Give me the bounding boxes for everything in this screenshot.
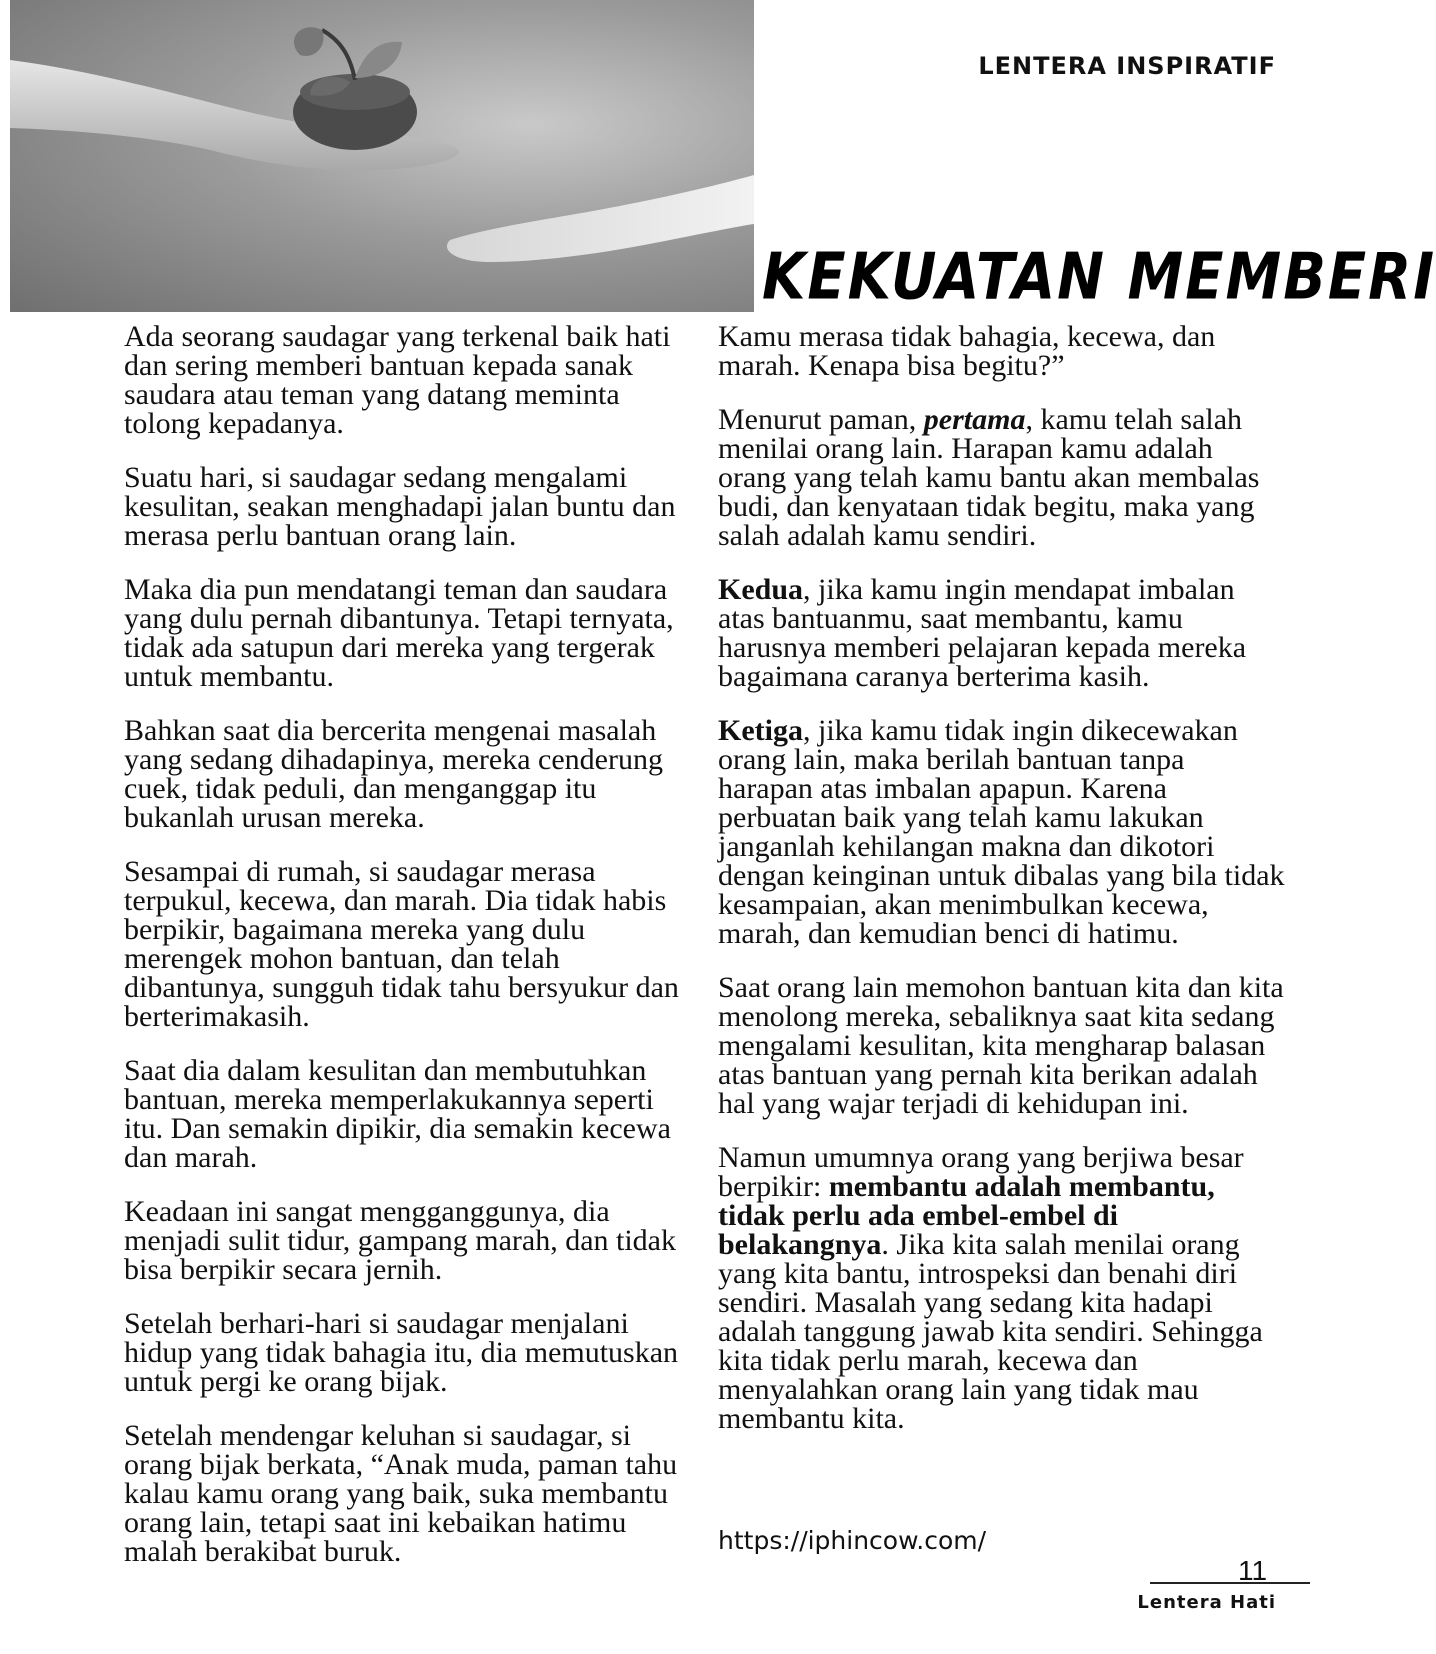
paragraph: Saat dia dalam kesulitan dan membutuhkan bantuan, mereka memperlakukannya seperti itu. Dan semakin dipikir, dia semakin kecewa dan marah.: [124, 1054, 671, 1174]
page-number: 11: [1238, 1555, 1268, 1586]
text-run: , kamu telah salah menilai orang lain. Harapan kamu adalah orang yang telah kamu bantu akan membalas budi, dan kenyataan tidak begitu, maka yang salah adalah kamu sendiri.: [718, 403, 1260, 552]
paragraph: Kamu merasa tidak bahagia, kecewa, dan marah. Kenapa bisa begitu?”: [718, 320, 1216, 382]
footer-brand: Lentera Hati: [1137, 1592, 1276, 1613]
bold-key-message: membantu adalah membantu, tidak perlu ada embel-embel di belakangnya: [718, 1170, 1215, 1261]
emphasis-pertama: pertama: [923, 403, 1026, 436]
paragraph: Keadaan ini sangat mengganggunya, dia menjadi sulit tidur, gampang marah, dan tidak bisa berpikir secara jernih.: [124, 1195, 676, 1286]
article-left-column: [124, 322, 689, 1591]
text-run: Menurut paman,: [718, 403, 924, 436]
paragraph: [718, 405, 1286, 550]
paragraph: [718, 575, 1286, 691]
paragraph: Saat orang lain memohon bantuan kita dan kita menolong mereka, sebaliknya saat kita sedang mengalami kesulitan, kita mengharap balasan atas bantuan yang pernah kita berikan adalah hal yang wajar terjadi di kehidupan ini.: [718, 971, 1284, 1120]
source-url: https://iphincow.com/: [718, 1526, 987, 1555]
text-run: , jika kamu ingin mendapat imbalan atas bantuanmu, saat membantu, kamu harusnya memberi pelajaran kepada mereka bagaimana caranya berterima kasih.: [718, 573, 1247, 693]
hands-plant-illustration: [10, 0, 754, 312]
paragraph: Sesampai di rumah, si saudagar merasa terpukul, kecewa, dan marah. Dia tidak habis berpikir, bagaimana mereka yang dulu merengek mohon bantuan, dan telah dibantunya, sungguh tidak tahu bersyukur dan berterimakasih.: [124, 855, 679, 1033]
paragraph: Bahkan saat dia bercerita mengenai masalah yang sedang dihadapinya, mereka cenderung cuek, tidak peduli, dan menganggap itu bukanlah urusan mereka.: [124, 714, 663, 834]
paragraph: [718, 716, 1286, 948]
paragraph: Setelah mendengar keluhan si saudagar, si orang bijak berkata, “Anak muda, paman tahu kalau kamu orang yang baik, suka membantu orang lain, tetapi saat ini kebaikan hatimu malah berakibat buruk.: [124, 1419, 678, 1568]
text-run: . Jika kita salah menilai orang yang kita bantu, introspeksi dan benahi diri sendiri. Masalah yang sedang kita hadapi adalah tanggung jawab kita sendiri. Sehingga kita tidak perlu marah, kecewa dan menyalahkan orang lain yang tidak mau membantu kita.: [718, 1228, 1263, 1435]
section-label: LENTERA INSPIRATIF: [978, 52, 1276, 80]
footer-divider: [1150, 1582, 1310, 1584]
paragraph: [718, 1143, 1286, 1433]
paragraph: Maka dia pun mendatangi teman dan saudara yang dulu pernah dibantunya. Tetapi ternyata, tidak ada satupun dari mereka yang tergerak untuk membantu.: [124, 573, 674, 693]
article-title: KEKUATAN MEMBERI: [762, 240, 1436, 315]
bold-ketiga: Ketiga: [718, 714, 803, 747]
paragraph: Ada seorang saudagar yang terkenal baik hati dan sering memberi bantuan kepada sanak saudara atau teman yang datang meminta tolong kepadanya.: [124, 320, 671, 440]
header-photo-giving-plant: [10, 0, 754, 312]
text-run: , jika kamu tidak ingin dikecewakan orang lain, maka berilah bantuan tanpa harapan atas imbalan apapun. Karena perbuatan baik yang telah kamu lakukan janganlah kehilangan makna dan dikotori dengan keinginan untuk dibalas yang bila tidak kesampaian, akan menimbulkan kecewa, marah, dan kemudian benci di hatimu.: [718, 714, 1285, 950]
paragraph: Suatu hari, si saudagar sedang mengalami kesulitan, seakan menghadapi jalan buntu dan merasa perlu bantuan orang lain.: [124, 461, 676, 552]
bold-kedua: Kedua: [718, 573, 804, 606]
paragraph: Setelah berhari-hari si saudagar menjalani hidup yang tidak bahagia itu, dia memutuskan untuk pergi ke orang bijak.: [124, 1307, 679, 1398]
article-right-column: [718, 322, 1286, 1458]
text-run: Namun umumnya orang yang berjiwa besar berpikir:: [718, 1141, 1244, 1203]
